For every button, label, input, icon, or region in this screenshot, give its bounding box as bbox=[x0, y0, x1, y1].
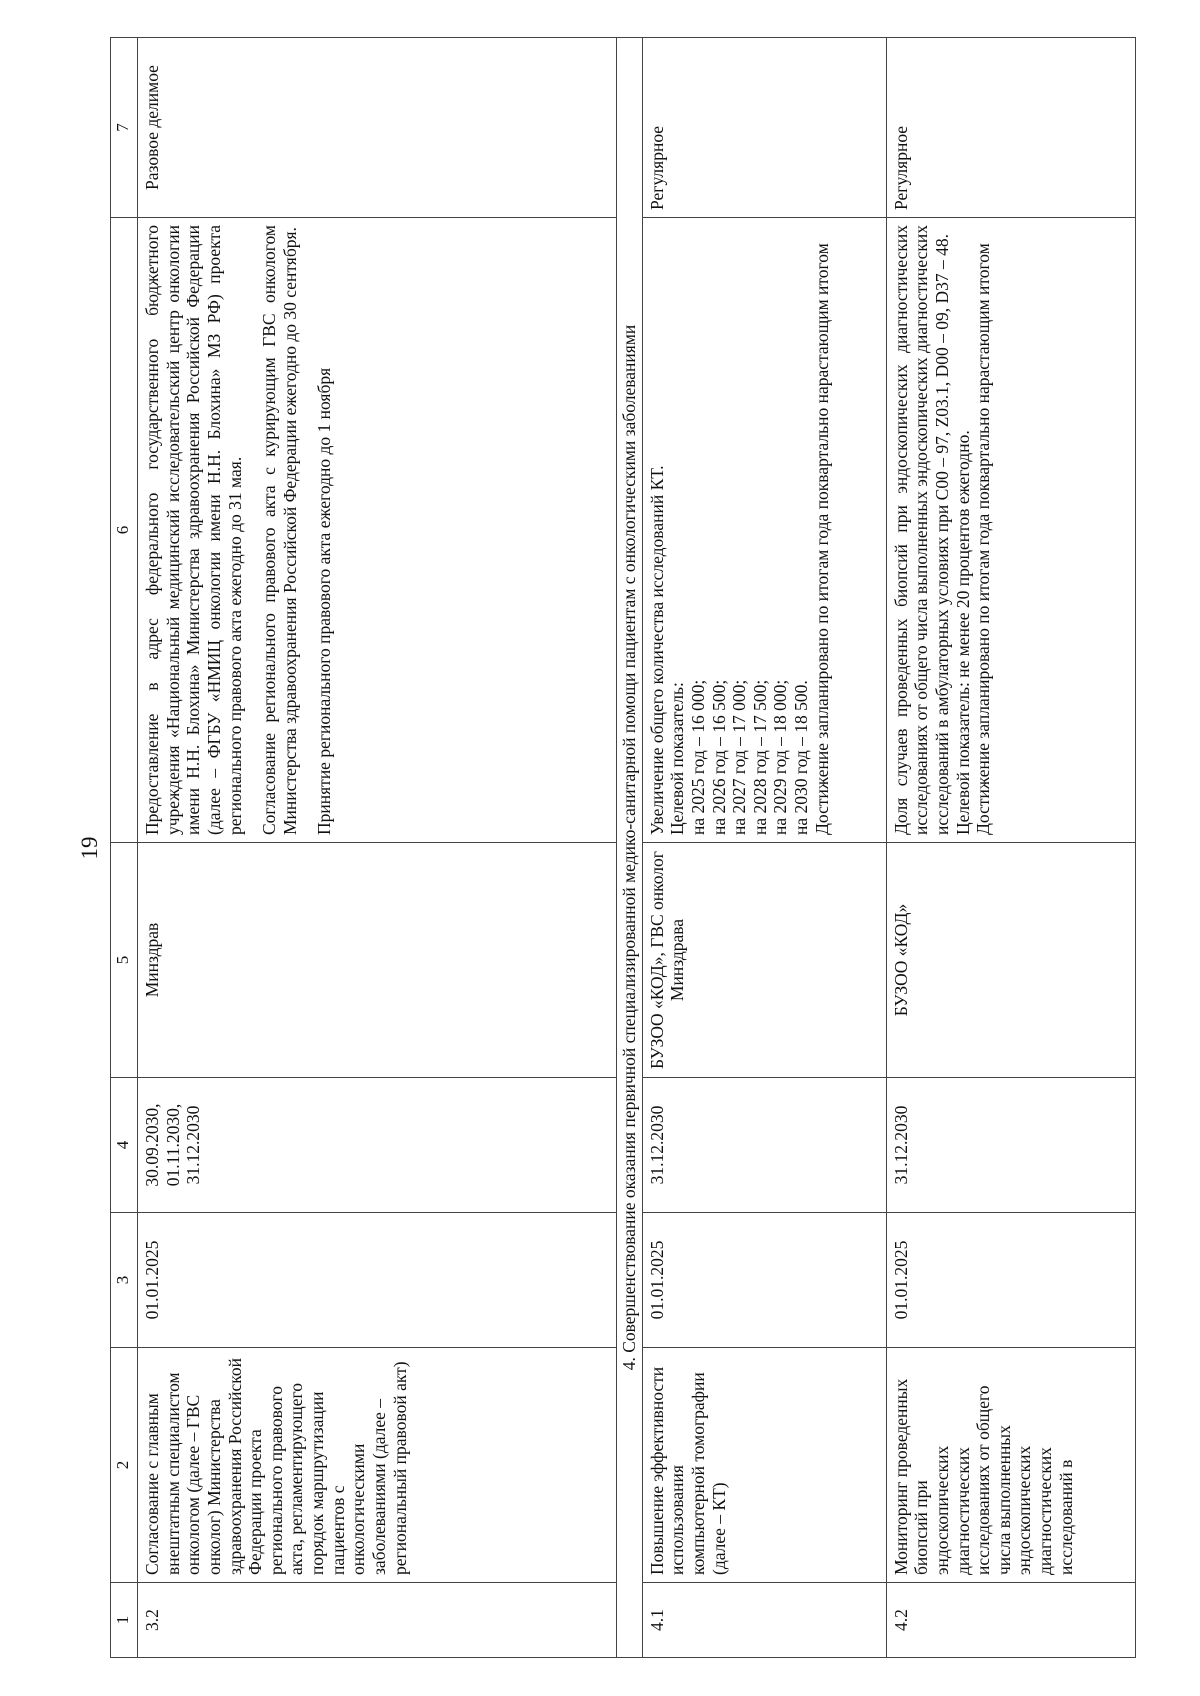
row-type: Регулярное bbox=[886, 38, 1135, 218]
section-header-row bbox=[617, 38, 643, 1658]
row-start-date: 01.01.2025 bbox=[642, 1213, 886, 1348]
row-responsible: БУЗОО «КОД» bbox=[886, 843, 1135, 1078]
result-paragraph: Предоставление в адрес федерального государственного бюджетного учреждения «Национальный медицинский исследовательский центр онкологии имени Н.Н. Блохина» Министерства здравоохранения Российской Федерации (далее – ФГБУ «НМИЦ онкологии имени Н.Н. Блохина» МЗ РФ) проекта регионального правового акта ежегодно до 31 мая. bbox=[142, 225, 245, 835]
result-line: на 2026 год – 16 500; bbox=[708, 679, 729, 835]
result-line: Достижение запланировано по итогам года поквартально нарастающим итогом bbox=[811, 243, 832, 835]
header-col-7: 7 bbox=[111, 38, 138, 218]
section-title: 4. Совершенствование оказания первичной специализированной медико-санитарной помощи пациентам с онкологическими заболеваниями bbox=[617, 38, 643, 1658]
result-line: Достижение запланировано по итогам года поквартально нарастающим итогом bbox=[973, 243, 994, 835]
result-paragraph: Принятие регионального правового акта ежегодно до 1 ноября bbox=[314, 367, 335, 835]
result-paragraph: Согласование регионального правового акта с курирующим ГВС онкологом Министерства здравоохранения Российской Федерации ежегодно до 30 сентября. bbox=[259, 225, 300, 835]
rotated-table-wrapper bbox=[110, 38, 1110, 1658]
header-row bbox=[111, 38, 138, 1658]
row-action: Повышение эффективности использования компьютерной томографии (далее – КТ) bbox=[642, 1348, 886, 1583]
result-line: на 2027 год – 17 000; bbox=[729, 679, 750, 835]
row-start-date: 01.01.2025 bbox=[138, 1213, 617, 1348]
header-col-5: 5 bbox=[111, 843, 138, 1078]
row-result bbox=[138, 218, 617, 843]
result-line: Увеличение общего количества исследований КТ. bbox=[646, 465, 667, 835]
header-col-4: 4 bbox=[111, 1078, 138, 1213]
row-action: Согласование с главным внештатным специалистом онкологом (далее – ГВС онколог) Министерства здравоохранения Российской Федерации проекта регионального правового акта, регламентирующего порядок маршрутизации пациентов с онкологическими заболеваниями (далее – региональный правовой акт) bbox=[138, 1348, 617, 1583]
row-end-date: 31.12.2030 bbox=[886, 1078, 1135, 1213]
result-line: Целевой показатель: bbox=[667, 682, 688, 835]
row-type: Регулярное bbox=[642, 38, 886, 218]
header-col-2: 2 bbox=[111, 1348, 138, 1583]
row-result bbox=[886, 218, 1135, 843]
row-number: 3.2 bbox=[138, 1583, 617, 1658]
row-result bbox=[642, 218, 886, 843]
row-type: Разовое делимое bbox=[138, 38, 617, 218]
row-action: Мониторинг проведенных биопсий при эндоскопических диагностических исследованиях от общего числа выполненных эндоскопических диагностических исследований в bbox=[886, 1348, 1135, 1583]
result-line: Целевой показатель: не менее 20 процентов ежегодно. bbox=[952, 430, 973, 835]
row-end-date: 31.12.2030 bbox=[642, 1078, 886, 1213]
row-number: 4.2 bbox=[886, 1583, 1135, 1658]
result-line: на 2029 год – 18 000; bbox=[770, 679, 791, 835]
result-line: на 2028 год – 17 500; bbox=[749, 679, 770, 835]
page-number: 19 bbox=[77, 836, 102, 860]
table-row bbox=[642, 38, 886, 1658]
table-row bbox=[138, 38, 617, 1658]
result-line: на 2025 год – 16 000; bbox=[687, 679, 708, 835]
result-line: Доля случаев проведенных биопсий при эндоскопических диагностических исследованиях от общего числа выполненных эндоскопических диагностических исследований в амбулаторных условиях при С00 – 97, Z03.1, D00 – 09, D37 – 48. bbox=[890, 225, 952, 835]
result-line: на 2030 год – 18 500. bbox=[791, 680, 812, 835]
header-col-6: 6 bbox=[111, 218, 138, 843]
header-col-1: 1 bbox=[111, 1583, 138, 1658]
row-number: 4.1 bbox=[642, 1583, 886, 1658]
row-responsible: БУЗОО «КОД», ГВС онколог Минздрава bbox=[642, 843, 886, 1078]
header-col-3: 3 bbox=[111, 1213, 138, 1348]
row-end-date: 30.09.2030, 01.11.2030, 31.12.2030 bbox=[138, 1078, 617, 1213]
row-start-date: 01.01.2025 bbox=[886, 1213, 1135, 1348]
table-row bbox=[886, 38, 1135, 1658]
plan-table bbox=[110, 37, 1136, 1658]
row-responsible: Минздрав bbox=[138, 843, 617, 1078]
